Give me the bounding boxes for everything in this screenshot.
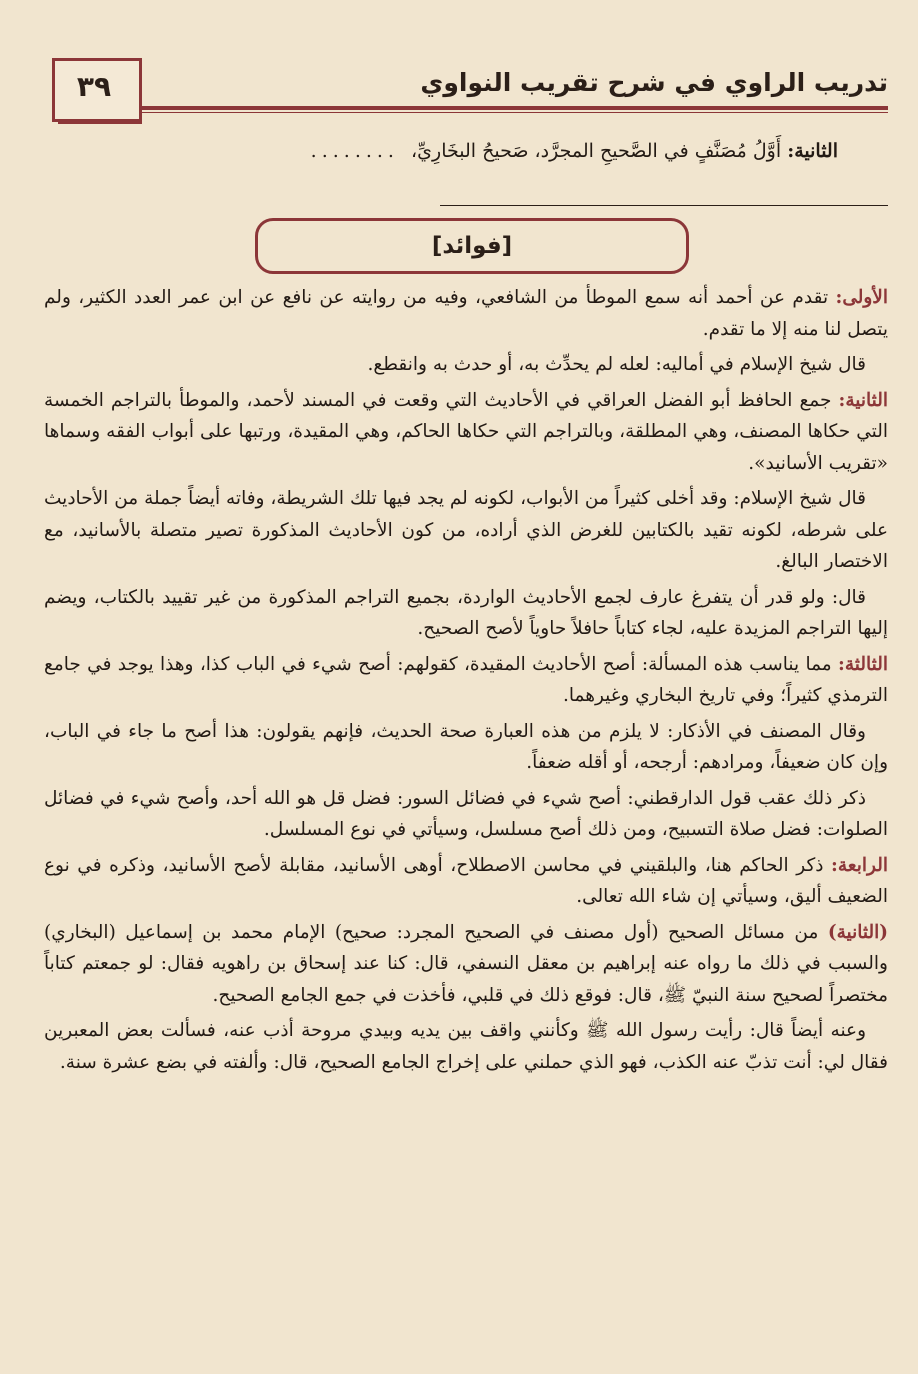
- paragraph-text: ذكر ذلك عقب قول الدارقطني: أصح شيء في فضائل السور: فضل قل هو الله أحد، وأصح شيء في فضائل الصلوات: فضل صلاة التسبيح، ومن ذلك أصح مسلسل، وسيأتي في نوع المسلسل.: [44, 787, 888, 840]
- paragraph-text: تقدم عن أحمد أنه سمع الموطأ من الشافعي، وفيه من روايته عن نافع عن ابن عمر العدد الكثير، ولم يتصل لنا منه إلا ما تقدم.: [44, 287, 888, 340]
- paragraph: [44, 783, 888, 846]
- paragraph: [44, 917, 888, 1012]
- matn-text: أَوَّلُ مُصَنَّفٍ في الصَّحيحِ المجرَّد، صَحيحُ البخَارِيِّ،: [411, 140, 782, 162]
- paragraph-label: الأولى:: [835, 287, 888, 308]
- paragraph: [44, 385, 888, 480]
- page-number: ٣٩: [76, 70, 112, 103]
- paragraph-text: وقال المصنف في الأذكار: لا يلزم من هذه العبارة صحة الحديث، فإنهم يقولون: هذا أصح ما جاء في الباب، وإن كان ضعيفاً، ومرادهم: أرجحه، أو أقله ضعفاً.: [44, 720, 888, 773]
- paragraph: [44, 850, 888, 913]
- paragraph-label: الثانية:: [838, 389, 888, 411]
- paragraph-text: قال شيخ الإسلام: وقد أخلى كثيراً من الأبواب، لكونه لم يجد فيها تلك الشريطة، وفاته أيضاً جملة من الأحاديث على شرطه، لكونه تقيد بالكتابين للغرض الذي أراده، من كون الأحاديث المذكورة تصير متصلة بالأسانيد، مع الاختصار البالغ.: [44, 488, 888, 572]
- paragraph: [44, 716, 888, 779]
- paragraph-text: جمع الحافظ أبو الفضل العراقي في الأحاديث التي وقعت في المسند لأحمد، والموطأ بالتراجم الخمسة التي حكاها المصنف، وهي المطلقة، وبالتراجم التي حكاها الحاكم، وهي المقيدة، ورتبها على أبواب الفقه وسماها «تقريب الأسانيد».: [44, 389, 888, 474]
- paragraph-label: الثالثة:: [838, 653, 888, 675]
- paragraph: [44, 282, 888, 345]
- matn-label: الثانية:: [787, 140, 838, 162]
- paragraph: [44, 349, 888, 381]
- paragraph-text: وعنه أيضاً قال: رأيت رسول الله ﷺ وكأنني واقف بين يديه وبيدي مروحة أذب عنه، فسألت بعض المعبرين فقال لي: أنت تذبّ عنه الكذب، فهو الذي حملني على إخراج الجامع الصحيح، قال: وألفته في بضع عشرة سنة.: [44, 1020, 888, 1073]
- paragraph-text: من مسائل الصحيح (أول مصنف في الصحيح المجرد: صحيح) الإمام محمد بن إسماعيل (البخاري) والسبب في ذلك ما رواه عنه إبراهيم بن معقل النسفي، قال: كنا عند إسحاق بن راهويه فقال: لو جمعتم كتاباً مختصراً لصحيح سنة النبيّ ﷺ، قال: فوقع ذلك في قلبي، فأخذت في جمع الجامع الصحيح.: [44, 921, 888, 1006]
- header-thin-rule: [140, 112, 888, 113]
- paragraph-text: ذكر الحاكم هنا، والبلقيني في محاسن الاصطلاح، أوهى الأسانيد، مقابلة لأصح الأسانيد، وذكره في نوع الضعيف أليق، وسيأتي إن شاء الله تعالى.: [44, 854, 888, 907]
- commentary-body: [44, 282, 888, 1082]
- running-head-title: تدريب الراوي في شرح تقريب النواوي: [414, 68, 888, 104]
- paragraph-label: الرابعة:: [831, 854, 888, 876]
- paragraph: [44, 582, 888, 645]
- paragraph-text: مما يناسب هذه المسألة: أصح الأحاديث المقيدة، كقولهم: أصح شيء في الباب كذا، وهذا يوجد في جامع الترمذي كثيراً؛ وفي تاريخ البخاري وغيرهما.: [44, 653, 888, 706]
- section-heading: [فوائد]: [431, 233, 513, 259]
- paragraph: [44, 483, 888, 578]
- matn-dots: ........: [310, 140, 399, 162]
- paragraph-label: (الثانية): [827, 921, 888, 943]
- section-heading-box: [255, 218, 689, 274]
- paragraph-text: قال: ولو قدر أن يتفرغ عارف لجمع الأحاديث الواردة، بجميع التراجم المذكورة من غير تقييد بالكتاب، ويضم إليها التراجم المزيدة عليه، لجاء كتاباً حافلاً حاوياً لأصح الصحيح.: [44, 586, 888, 639]
- paragraph: [44, 1015, 888, 1078]
- matn-separator: [440, 205, 888, 206]
- paragraph: [44, 649, 888, 712]
- paragraph-text: قال شيخ الإسلام في أماليه: لعله لم يحدِّث به، أو حدث به وانقطع.: [367, 354, 866, 375]
- matn-line: [44, 136, 838, 166]
